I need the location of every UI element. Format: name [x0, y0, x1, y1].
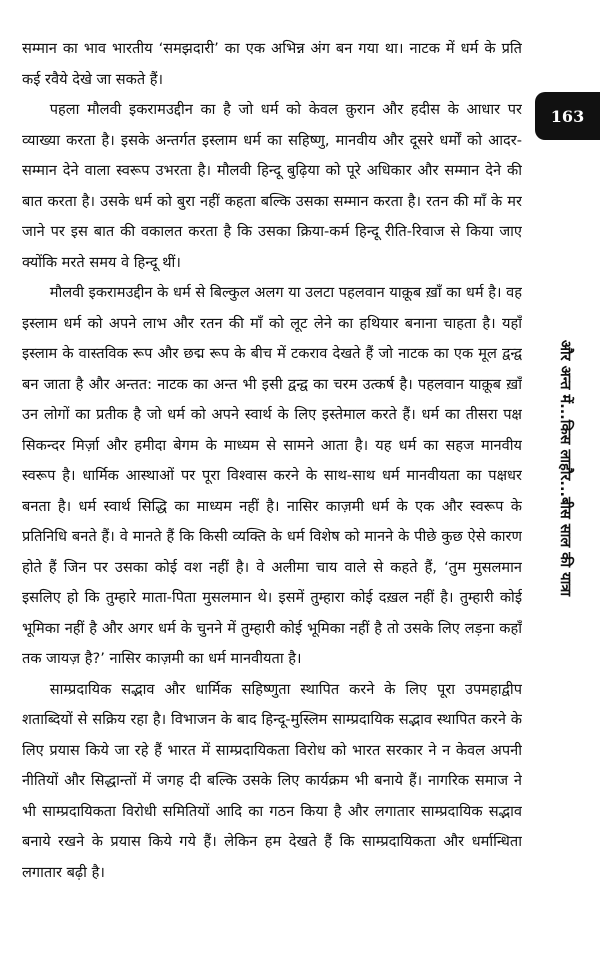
paragraph-3: मौलवी इकरामउद्दीन के धर्म से बिल्कुल अलग या उलटा पहलवान याक़ूब ख़ाँ का धर्म है। वह इस्लाम धर्म को अपने लाभ और रतन की माँ को लूट लेने का हथियार बनाना चाहता है। यहाँ इस्लाम के वास्तविक रूप और छद्म रूप के बीच में टकराव देखते हैं जो नाटक का एक मूल द्वन्द्व बन जाता है और अन्तत: नाटक का अन्त भी इसी द्वन्द्व का चरम उत्कर्ष है। पहलवान याक़ूब ख़ाँ उन लोगों का प्रतीक है जो धर्म को अपने स्वार्थ के लिए इस्तेमाल करते हैं। धर्म का तीसरा पक्ष सिकन्दर मिर्ज़ा और हमीदा बेगम के माध्यम से सामने आता है। यह धर्म का सहज मानवीय स्वरूप है। धार्मिक आस्थाओं पर पूरा विश्वास करने के साथ-साथ धर्म मानवीयता का पक्षधर बनता है। धर्म स्वार्थ सिद्धि का माध्यम नहीं है। नासिर काज़मी धर्म के एक और स्वरूप के प्रतिनिधि बनते हैं। वे मानते हैं कि किसी व्यक्ति के धर्म विशेष को मानने के पीछे कुछ ऐसे कारण होते हैं जिन पर उसका कोई वश नहीं है। वे अलीमा चाय वाले से कहते हैं, ‘तुम मुसलमान इसलिए हो कि तुम्हारे माता-पिता मुसलमान थे। इसमें तुम्हारा कोई दख़ल नहीं है। तुम्हारी कोई भूमिका नहीं है और अगर धर्म के चुनने में तुम्हारी कोई भूमिका नहीं है तो उसके लिए लड़ना कहाँ तक जायज़ है?’ नासिर काज़मी का धर्म मानवीयता है।: [22, 284, 522, 667]
page-body: [22, 34, 522, 944]
paragraph-4: साम्प्रदायिक सद्भाव और धार्मिक सहिष्णुता स्थापित करने के लिए पूरा उपमहाद्वीप शताब्दियों से सक्रिय रहा है। विभाजन के बाद हिन्दू-मुस्लिम साम्प्रदायिक सद्भाव स्थापित करने के लिए प्रयास किये जा रहे हैं भारत में साम्प्रदायिकता विरोध को भारत सरकार ने न केवल अपनी नीतियों और सिद्धान्तों में जगह दी बल्कि उसके लिए कार्यक्रम भी बनाये हैं। नागरिक समाज ने भी साम्प्रदायिकता विरोधी समितियों आदि का गठन किया है और लगातार साम्प्रदायिक सद्भाव बनाये रखने के प्रयास किये गये हैं। लेकिन हम देखते हैं कि साम्प्रदायिकता और धर्मान्धिता लगातार बढ़ी है।: [22, 680, 522, 881]
running-title: और अन्त में...किस लाहौर...बीस साल की यात्रा: [557, 339, 573, 597]
page-number-tab: [535, 92, 600, 140]
paragraph-2: पहला मौलवी इकरामउद्दीन का है जो धर्म को केवल क़ुरान और हदीस के आधार पर व्याख्या करता है। इसके अन्तर्गत इस्लाम धर्म का सहिष्णु, मानवीय और दूसरे धर्मों को आदर-सम्मान देने वाला स्वरूप उभरता है। मौलवी हिन्दू बुढ़िया को पूरे अधिकार और सम्मान देने की बात करता है। उसके धर्म को बुरा नहीं कहता बल्कि उसका सम्मान करता है। रतन की माँ के मर जाने पर इस बात की वकालत करता है कि उसका क्रिया-कर्म हिन्दू रीति-रिवाज से किया जाए क्योंकि मरते समय वे हिन्दू थीं।: [22, 101, 522, 271]
paragraph-1: सम्मान का भाव भारतीय ‘समझदारी’ का एक अभिन्न अंग बन गया था। नाटक में धर्म के प्रति कई रवैये देखे जा सकते हैं।: [22, 40, 522, 88]
page-number: 163: [550, 106, 585, 126]
